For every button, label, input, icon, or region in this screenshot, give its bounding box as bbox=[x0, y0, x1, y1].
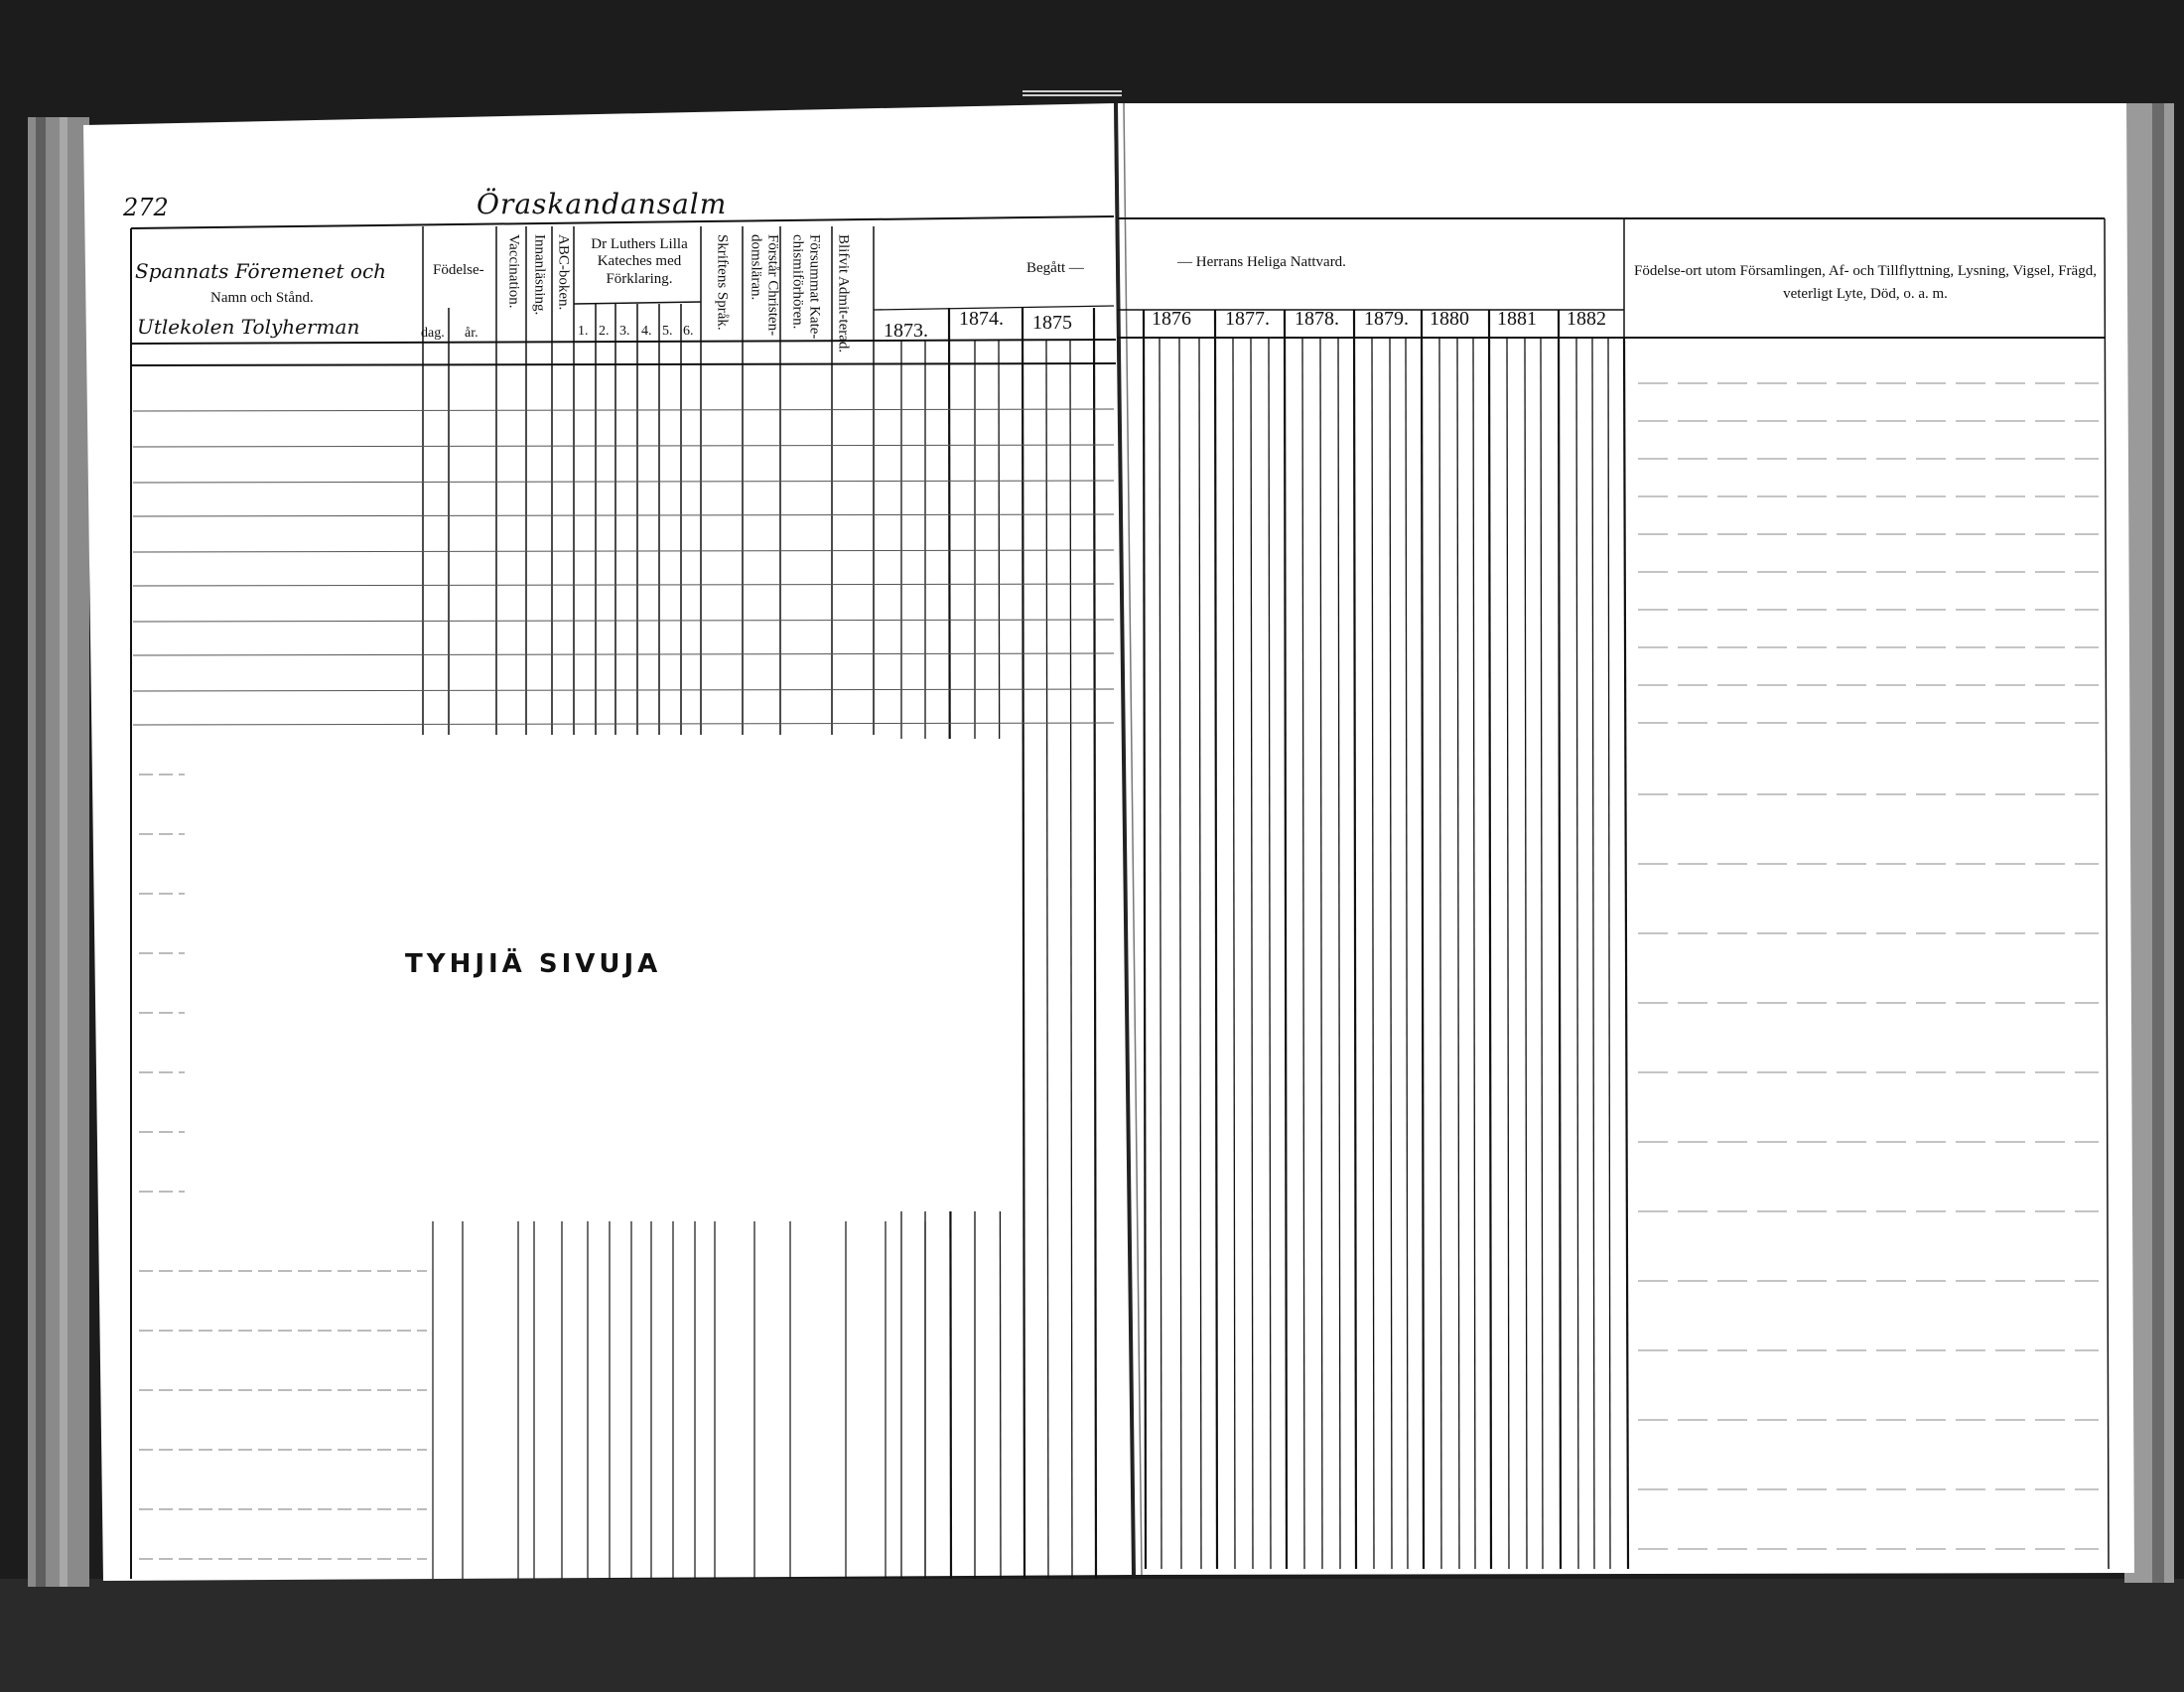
luther-col-5: 5. bbox=[662, 324, 673, 339]
year-7: 1879. bbox=[1364, 308, 1409, 330]
luther-col-2: 2. bbox=[599, 324, 610, 339]
remarks-heading: Födelse-ort utom Församlingen, Af- och Tillflyttning, Lysning, Vigsel, Frägd, veterligt Lyte, Död, o. a. m. bbox=[1634, 263, 2097, 302]
luther-col-1: 1. bbox=[578, 324, 589, 339]
name-heading: Spannats Föremenet och bbox=[135, 259, 387, 283]
name-subheading: Namn och Stånd. bbox=[210, 290, 314, 306]
name-handwritten: Utlekolen Tolyherman bbox=[137, 315, 360, 339]
missed-catechism-label: Försummat Kate-chismiförhören. bbox=[789, 234, 823, 340]
year-6: 1878. bbox=[1295, 308, 1339, 330]
christendom-label: Förstår Christen-domsläran. bbox=[748, 234, 781, 337]
blank-page-label: TYHJIÄ SIVUJA bbox=[405, 949, 662, 979]
luther-catechism-label: Dr Luthers Lilla Kateches med Förklaring. bbox=[591, 236, 688, 287]
village-title: Öraskandansalm bbox=[477, 188, 728, 220]
luther-col-4: 4. bbox=[641, 324, 652, 339]
year-8: 1880 bbox=[1430, 308, 1469, 330]
birth-day-label: dag. bbox=[421, 326, 445, 341]
year-9: 1881 bbox=[1497, 308, 1537, 330]
year-1: 1873. bbox=[884, 320, 928, 342]
reading-label: Innanläsning. bbox=[531, 234, 548, 316]
luther-col-3: 3. bbox=[619, 324, 630, 339]
year-5: 1877. bbox=[1225, 308, 1270, 330]
year-4: 1876 bbox=[1152, 308, 1191, 330]
birth-year-label: år. bbox=[465, 326, 478, 341]
year-10: 1882 bbox=[1567, 308, 1606, 330]
vaccination-label: Vaccination. bbox=[505, 234, 522, 309]
communion-begatt: Begått — bbox=[1026, 260, 1084, 276]
abc-book-label: ABC-boken. bbox=[555, 234, 572, 311]
page-number: 272 bbox=[123, 194, 169, 221]
birth-heading: Födelse- bbox=[433, 262, 484, 278]
year-2: 1874. bbox=[959, 308, 1004, 330]
year-3: 1875 bbox=[1032, 312, 1072, 334]
luther-col-6: 6. bbox=[683, 324, 694, 339]
admitted-label: Blifvit Admit-terad. bbox=[835, 234, 852, 353]
communion-herrans: — Herrans Heliga Nattvard. bbox=[1177, 254, 1346, 270]
scripture-label: Skriftens Språk. bbox=[714, 234, 731, 331]
